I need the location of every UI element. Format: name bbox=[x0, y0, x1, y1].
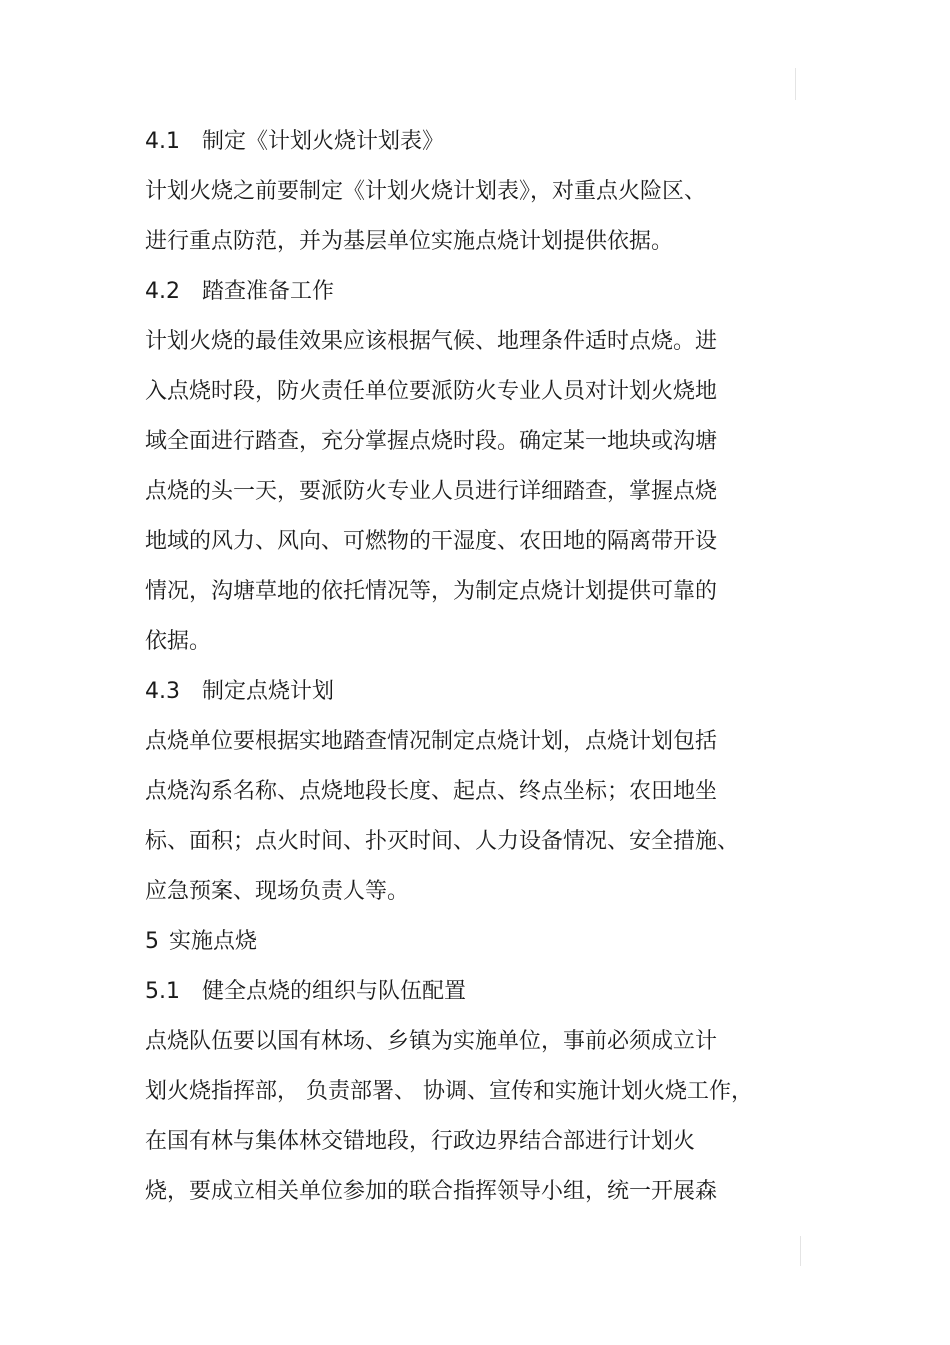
paragraph-line: 划火烧指挥部， 负责部署、 协调、宣传和实施计划火烧工作， bbox=[145, 1079, 753, 1104]
paragraph-line: 情况，沟塘草地的依托情况等，为制定点烧计划提供可靠的 bbox=[145, 579, 718, 604]
paragraph-line: 应急预案、现场负责人等。 bbox=[145, 879, 410, 904]
section-heading-4-1 bbox=[145, 117, 805, 167]
heading-title: 踏查准备工作 bbox=[202, 279, 335, 304]
heading-number: 4.2 bbox=[145, 279, 180, 304]
paragraph-line: 进行重点防范，并为基层单位实施点烧计划提供依据。 bbox=[145, 229, 674, 254]
paragraph-line: 地域的风力、风向、可燃物的干湿度、农田地的隔离带开设 bbox=[145, 529, 718, 554]
document-page bbox=[145, 117, 805, 1217]
paragraph-line: 标、面积；点火时间、扑灭时间、人力设备情况、安全措施、 bbox=[145, 829, 740, 854]
paragraph-line: 烧，要成立相关单位参加的联合指挥领导小组，统一开展森 bbox=[145, 1179, 718, 1204]
section-heading-5-1 bbox=[145, 967, 805, 1017]
section-heading-5 bbox=[145, 917, 805, 967]
paragraph-line: 在国有林与集体林交错地段，行政边界结合部进行计划火 bbox=[145, 1129, 696, 1154]
section-heading-4-2 bbox=[145, 267, 805, 317]
heading-number: 4.3 bbox=[145, 679, 180, 704]
paragraph-line: 点烧单位要根据实地踏查情况制定点烧计划，点烧计划包括 bbox=[145, 729, 718, 754]
paragraph-line: 计划火烧之前要制定《计划火烧计划表》，对重点火险区、 bbox=[145, 179, 707, 204]
heading-number: 5.1 bbox=[145, 979, 180, 1004]
heading-number: 4.1 bbox=[145, 129, 180, 154]
paragraph-line: 域全面进行踏查，充分掌握点烧时段。确定某一地块或沟塘 bbox=[145, 429, 718, 454]
paragraph-line: 点烧的头一天，要派防火专业人员进行详细踏查，掌握点烧 bbox=[145, 479, 718, 504]
paragraph-line: 入点烧时段，防火责任单位要派防火专业人员对计划火烧地 bbox=[145, 379, 718, 404]
margin-mark-bottom bbox=[800, 1236, 801, 1266]
paragraph-line: 计划火烧的最佳效果应该根据气候、地理条件适时点烧。进 bbox=[145, 329, 718, 354]
heading-title: 健全点烧的组织与队伍配置 bbox=[202, 979, 467, 1004]
margin-mark-top bbox=[795, 68, 796, 100]
section-heading-4-3 bbox=[145, 667, 805, 717]
heading-title: 制定点烧计划 bbox=[202, 679, 335, 704]
paragraph-line: 点烧沟系名称、点烧地段长度、起点、终点坐标；农田地坐 bbox=[145, 779, 718, 804]
paragraph-line: 点烧队伍要以国有林场、乡镇为实施单位，事前必须成立计 bbox=[145, 1029, 718, 1054]
heading-title: 制定《计划火烧计划表》 bbox=[202, 129, 445, 154]
heading-title: 实施点烧 bbox=[169, 929, 258, 954]
paragraph-line: 依据。 bbox=[145, 629, 212, 654]
heading-number: 5 bbox=[145, 929, 159, 954]
